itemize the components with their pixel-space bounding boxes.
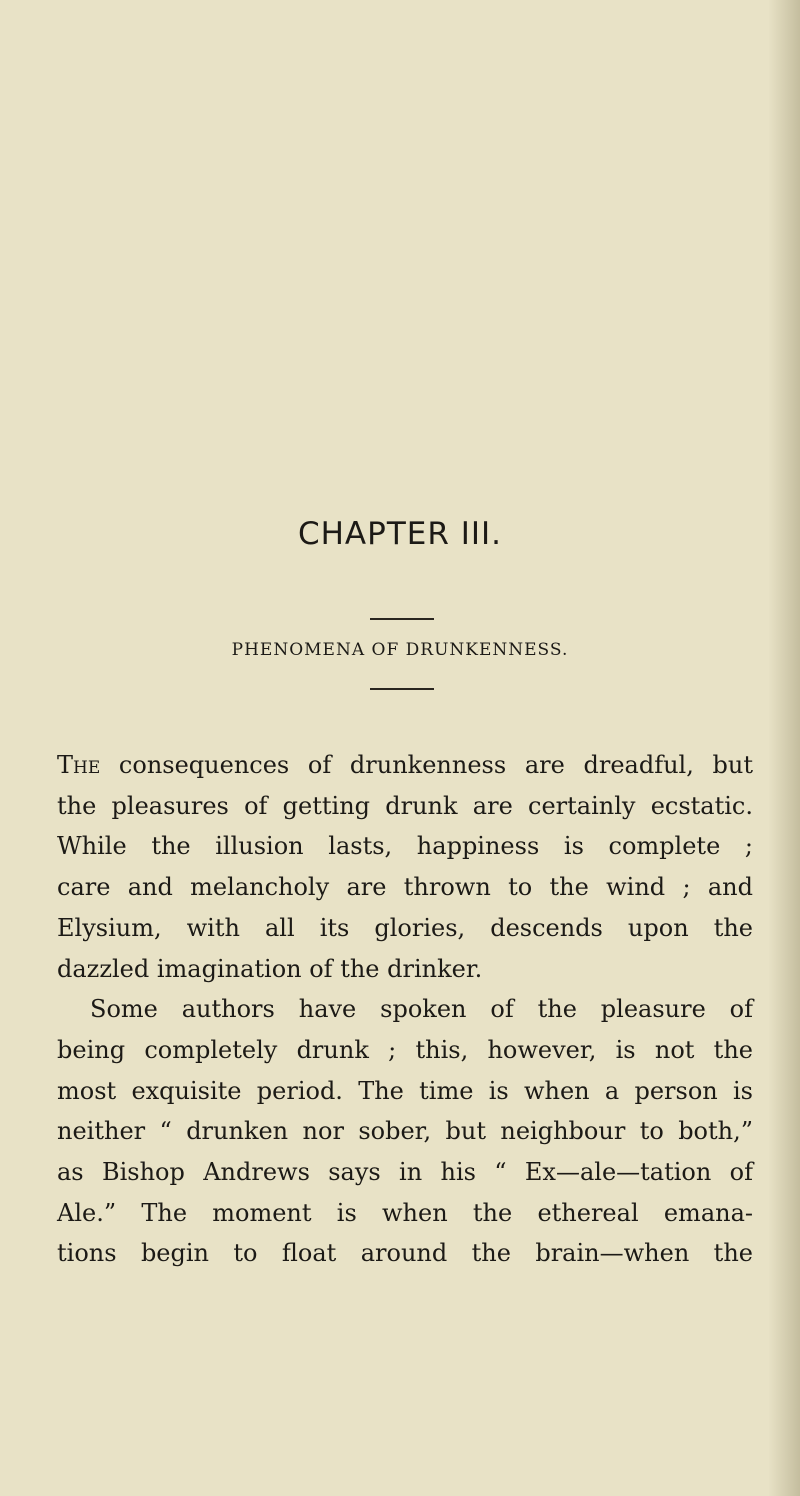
text-line (57, 745, 753, 786)
chapter-title: CHAPTER III. (297, 516, 503, 552)
text-line: as Bishop Andrews says in his “ Ex—ale—tation of (57, 1158, 753, 1187)
text-line: most exquisite period. The time is when a person is (57, 1076, 753, 1105)
text-line: neither “ drunken nor sober, but neighbour to both,” (57, 1117, 753, 1146)
text-line: being completely drunk ; this, however, is not the (57, 1035, 753, 1064)
title-rule-bottom (370, 688, 434, 690)
text-line-content: consequences of drunkenness are dreadful, but (100, 751, 753, 779)
chapter-subtitle: PHENOMENA OF DRUNKENNESS. (231, 640, 569, 660)
text-line: dazzled imagination of the drinker. (57, 954, 483, 983)
chapter-body (57, 745, 753, 1274)
text-line: the pleasures of getting drunk are certainly ecstatic. (57, 791, 753, 820)
text-line: care and melancholy are thrown to the wind ; and (57, 873, 753, 902)
text-line: Ale.” The moment is when the ethereal emana- (57, 1198, 753, 1227)
text-line: tions begin to float around the brain—when the (57, 1239, 753, 1268)
text-line: While the illusion lasts, happiness is complete ; (57, 832, 753, 861)
opening-word: The (57, 751, 101, 779)
title-rule-top (370, 618, 434, 620)
text-line: Elysium, with all its glories, descends upon the (57, 913, 753, 942)
text-line: Some authors have spoken of the pleasure of (90, 995, 753, 1024)
